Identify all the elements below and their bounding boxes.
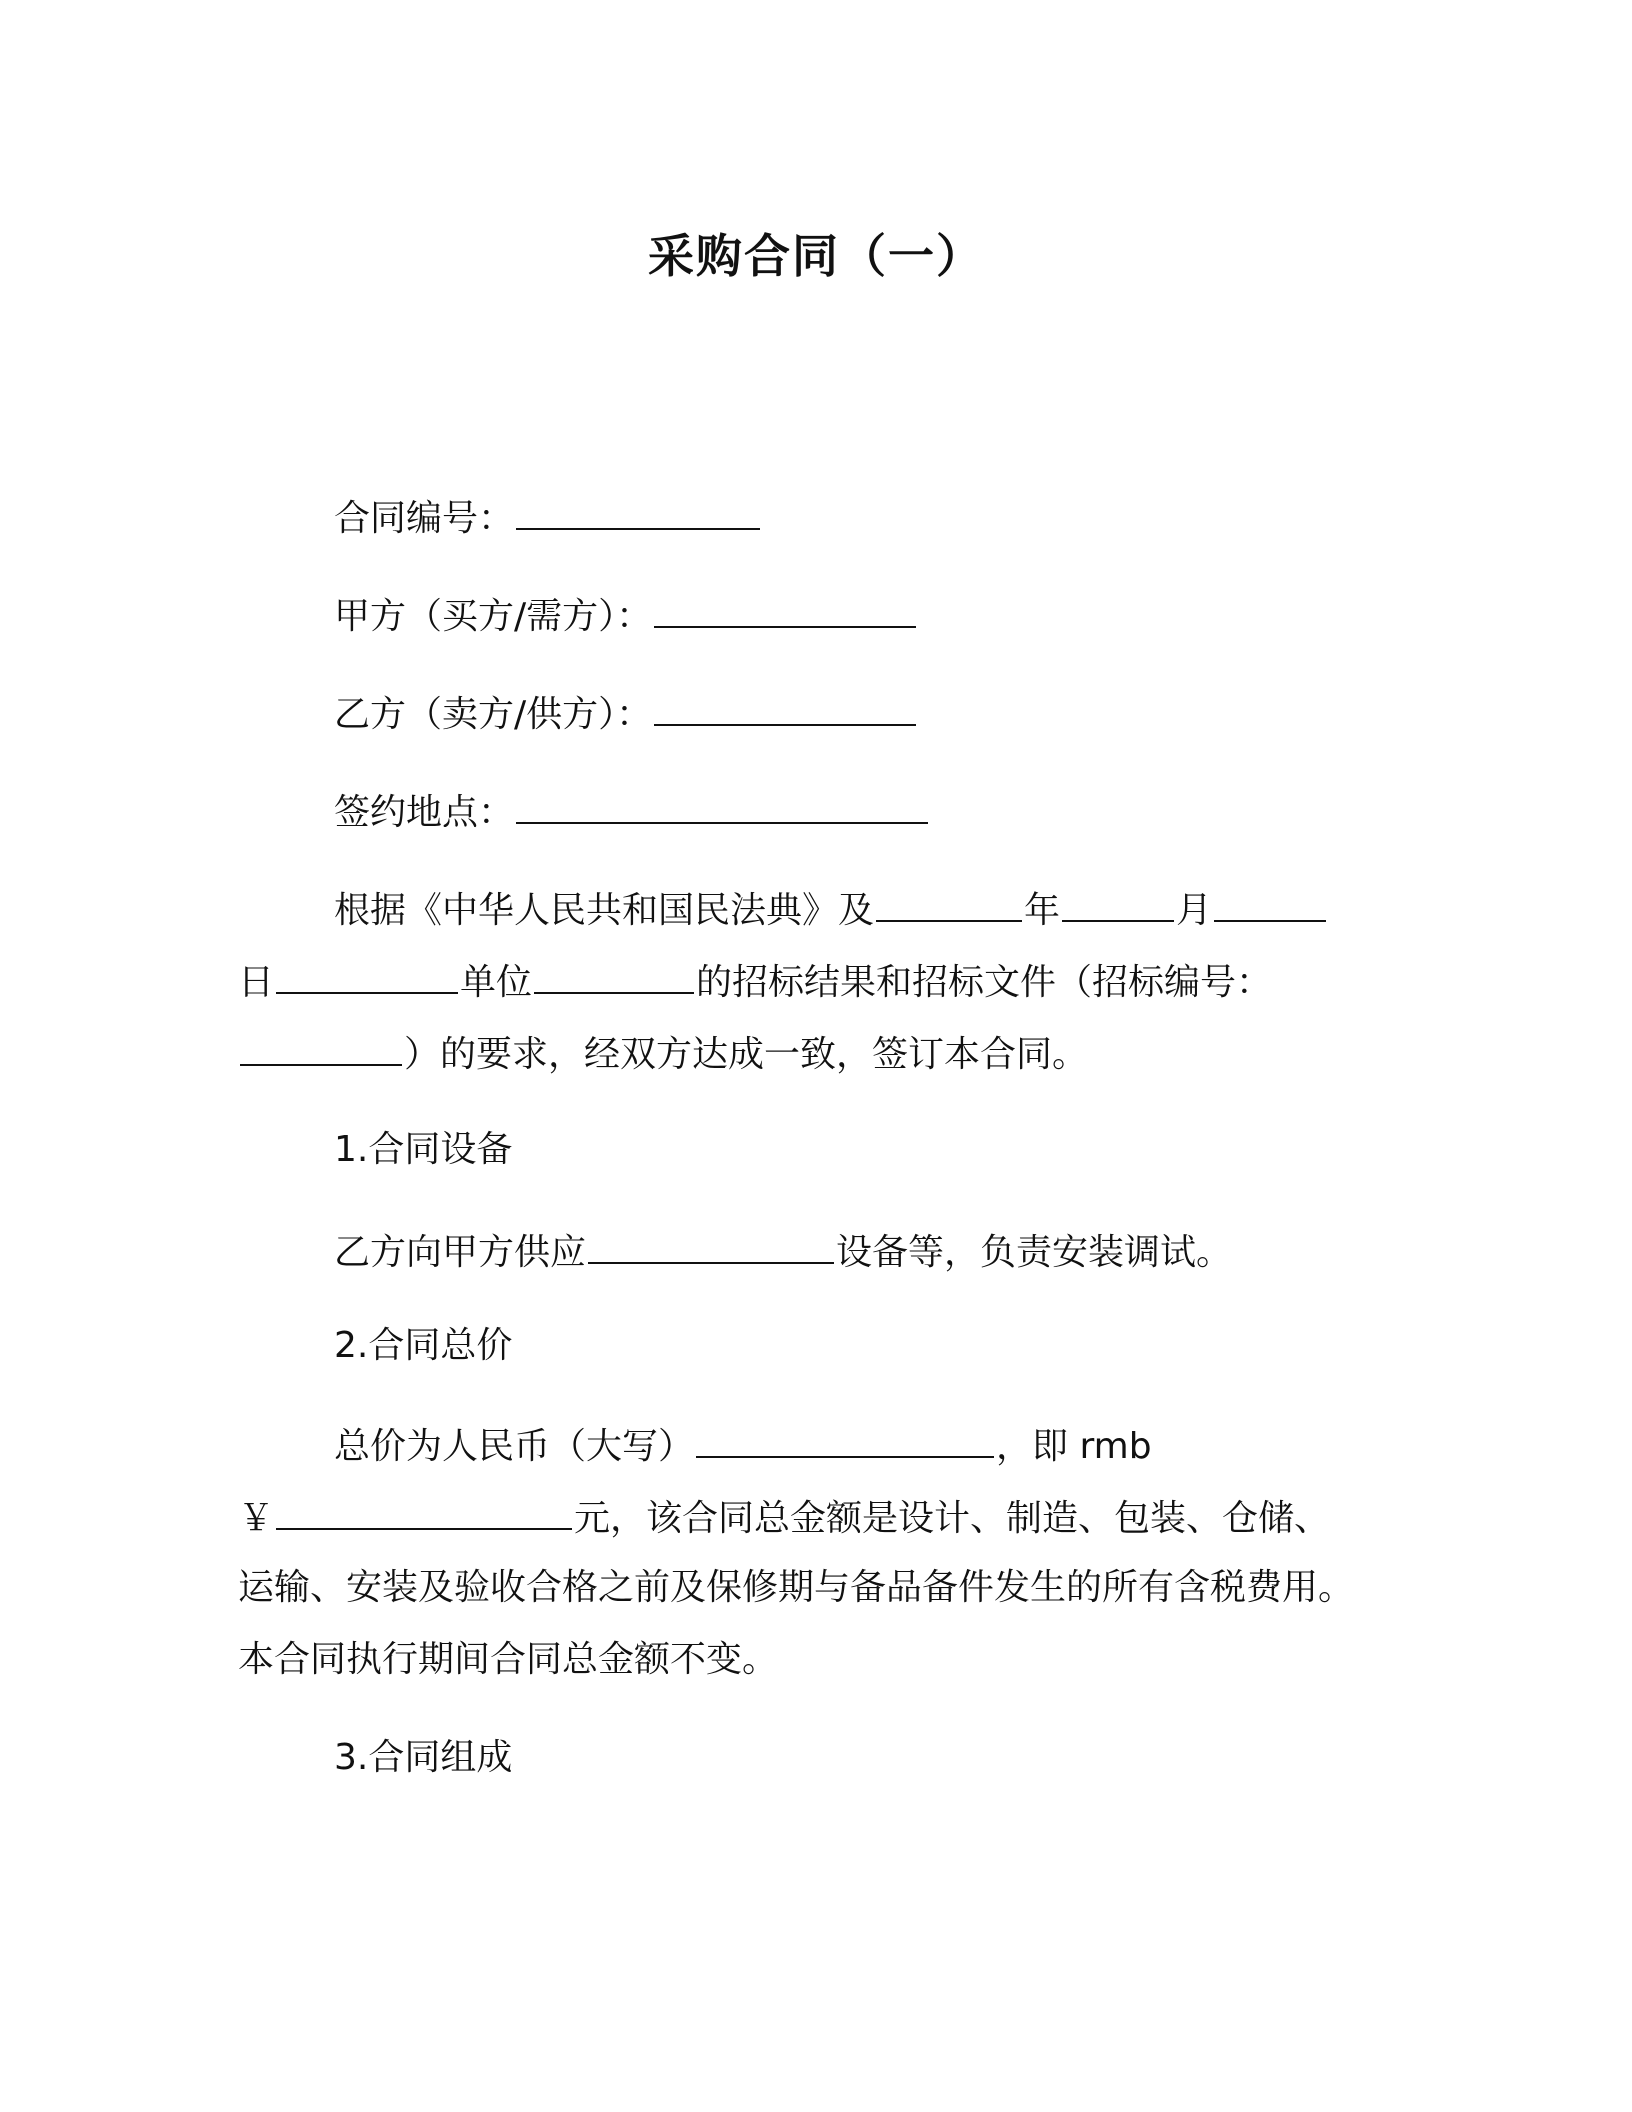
amount-figures-blank[interactable] bbox=[276, 1492, 572, 1530]
party-b-blank[interactable] bbox=[654, 688, 916, 726]
section-2-line-3: 运输、安装及验收合格之前及保修期与备品备件发生的所有含税费用。 bbox=[238, 1567, 1355, 1608]
unit-label: 单位 bbox=[460, 962, 533, 1003]
rmb-text: ，即 rmb bbox=[996, 1426, 1152, 1467]
year-label: 年 bbox=[1024, 890, 1061, 931]
contract-number-label: 合同编号： bbox=[334, 498, 515, 539]
total-price-text: 总价为人民币（大写） bbox=[334, 1426, 695, 1467]
section-2-heading: 2.合同总价 bbox=[334, 1325, 513, 1366]
yen-sign: ￥ bbox=[238, 1498, 275, 1539]
month-label: 月 bbox=[1176, 890, 1213, 931]
month-blank[interactable] bbox=[1062, 884, 1174, 922]
sign-place-blank[interactable] bbox=[516, 786, 928, 824]
section-2-line-4: 本合同执行期间合同总金额不变。 bbox=[238, 1639, 779, 1680]
preamble-line-1 bbox=[334, 884, 1328, 935]
tender-result-blank[interactable] bbox=[534, 956, 694, 994]
section-1-body bbox=[334, 1226, 1232, 1277]
preamble-line-3 bbox=[238, 1028, 1088, 1079]
day-blank[interactable] bbox=[1214, 884, 1326, 922]
preamble-text: 根据《中华人民共和国民法典》及 bbox=[334, 890, 875, 931]
party-a-label: 甲方（买方/需方）： bbox=[334, 596, 653, 637]
sign-place-label: 签约地点： bbox=[334, 792, 515, 833]
year-blank[interactable] bbox=[876, 884, 1022, 922]
supply-text: 乙方向甲方供应 bbox=[334, 1232, 587, 1273]
sign-place-field bbox=[334, 786, 930, 837]
party-b-field bbox=[334, 688, 918, 739]
section-2-line-1 bbox=[334, 1420, 1152, 1471]
day-label: 日 bbox=[238, 962, 275, 1003]
amount-desc-text: 元，该合同总金额是设计、制造、包装、仓储、 bbox=[574, 1498, 1331, 1539]
contract-number-blank[interactable] bbox=[516, 492, 760, 530]
tender-number-blank[interactable] bbox=[240, 1028, 402, 1066]
section-2-line-2 bbox=[238, 1492, 1330, 1543]
unit-name-blank[interactable] bbox=[276, 956, 458, 994]
supply-end-text: 设备等，负责安装调试。 bbox=[836, 1232, 1233, 1273]
party-a-field bbox=[334, 590, 918, 641]
amount-words-blank[interactable] bbox=[696, 1420, 994, 1458]
tender-result-text: 的招标结果和招标文件（招标编号： bbox=[696, 962, 1273, 1003]
party-a-blank[interactable] bbox=[654, 590, 916, 628]
section-1-heading: 1.合同设备 bbox=[334, 1129, 513, 1170]
preamble-line-2 bbox=[238, 956, 1272, 1007]
page-title: 采购合同（一） bbox=[648, 229, 984, 283]
contract-number-field bbox=[334, 492, 762, 543]
party-b-label: 乙方（卖方/供方）： bbox=[334, 694, 653, 735]
preamble-end-text: ）的要求，经双方达成一致，签订本合同。 bbox=[404, 1034, 1089, 1075]
equipment-blank[interactable] bbox=[588, 1226, 834, 1264]
section-3-heading: 3.合同组成 bbox=[334, 1737, 513, 1778]
